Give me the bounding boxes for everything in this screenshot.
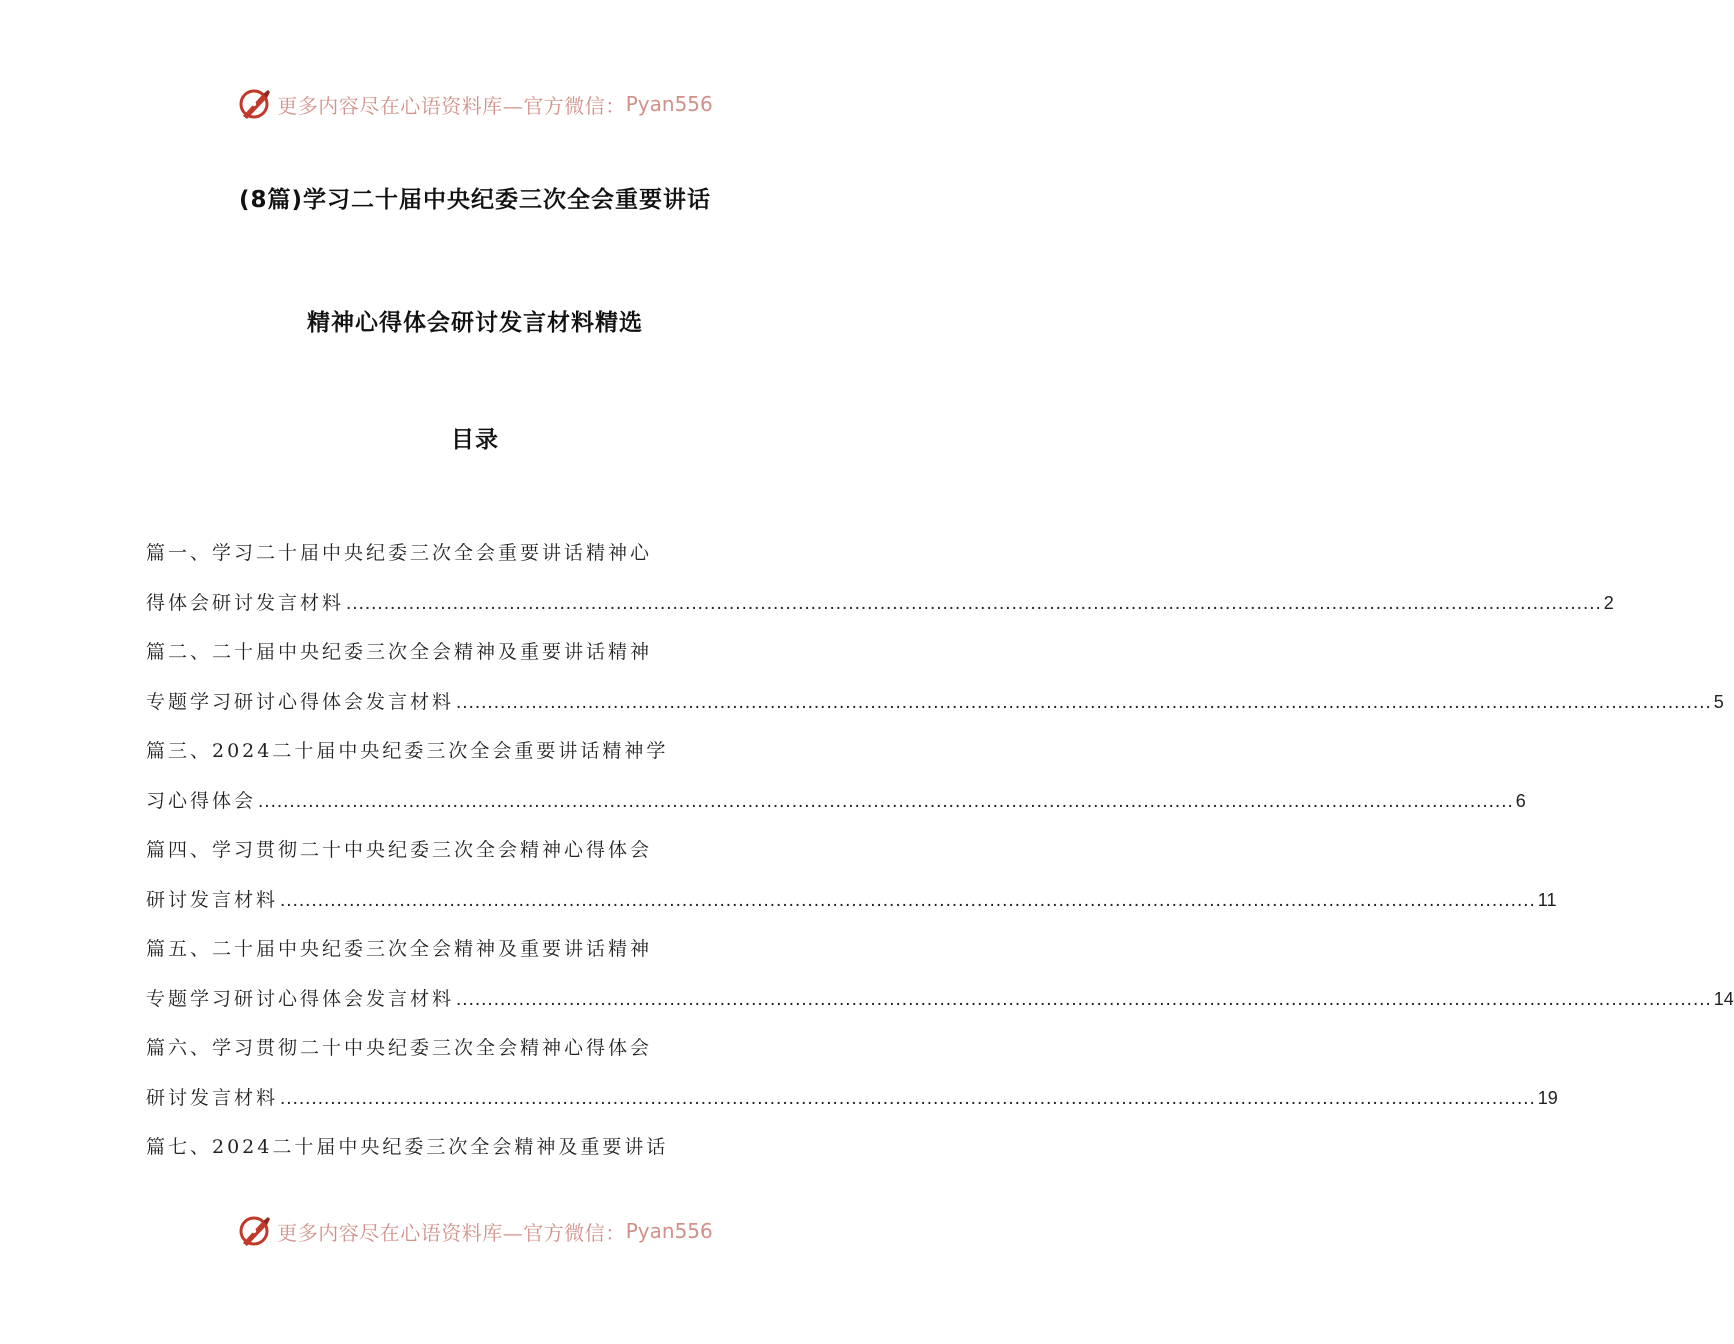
toc-entry-line1: 篇三、2024二十届中央纪委三次全会重要讲话精神学 [146, 740, 669, 762]
pen-nib-circle-logo-icon [237, 1213, 273, 1249]
toc-leader-dots: ........................................................................................................................................................................................................ [280, 889, 1536, 911]
banner-wechat-id: Pyan556 [625, 1219, 713, 1243]
toc-leader-dots: ........................................................................................................................................................................................................ [280, 1087, 1536, 1109]
toc-entry-title-end: 研讨发言材料 [146, 1086, 279, 1109]
toc-entry-title-end: 习心得体会 [146, 789, 257, 812]
toc-entry[interactable] [146, 1031, 1558, 1130]
toc-entry-line2 [146, 685, 1724, 735]
toc-entry[interactable] [146, 1130, 718, 1180]
toc-heading: 目录 [451, 427, 499, 453]
header-banner [0, 84, 950, 124]
toc-entry-title-end: 专题学习研讨心得体会发言材料 [146, 690, 455, 713]
toc-entry-line2 [146, 982, 1734, 1032]
toc-entry-title-end: 得体会研讨发言材料 [146, 591, 345, 614]
toc-entry-line2 [146, 1081, 1558, 1131]
footer-banner [0, 1211, 950, 1251]
toc-entry-line1: 篇四、学习贯彻二十中央纪委三次全会精神心得体会 [146, 839, 653, 861]
toc-page-number: 14 [1713, 988, 1734, 1009]
toc-entry-line1: 篇七、2024二十届中央纪委三次全会精神及重要讲话 [146, 1136, 669, 1158]
toc-page-number: 2 [1603, 592, 1614, 613]
toc-entry-line1: 篇六、学习贯彻二十中央纪委三次全会精神心得体会 [146, 1037, 653, 1059]
toc-entry[interactable] [146, 635, 1724, 734]
toc-entry[interactable] [146, 734, 1526, 833]
toc-leader-dots: ........................................................................................................................................................................................................ [258, 790, 1514, 812]
banner-wechat-id: Pyan556 [625, 92, 713, 116]
toc-entry-line1: 篇一、学习二十届中央纪委三次全会重要讲话精神心 [146, 542, 653, 564]
toc-entry[interactable] [146, 833, 1557, 932]
banner-text: 更多内容尽在心语资料库—官方微信： [277, 1220, 626, 1245]
toc-entry[interactable] [146, 932, 1734, 1031]
table-of-contents [146, 536, 1734, 1180]
toc-entry-title-end: 专题学习研讨心得体会发言材料 [146, 987, 455, 1010]
toc-entry-line2 [146, 883, 1557, 933]
toc-leader-dots: ........................................................................................................................................................................................................ [456, 691, 1712, 713]
doc-title-line1: (8篇)学习二十届中央纪委三次全会重要讲话 [238, 187, 712, 213]
toc-page-number: 11 [1537, 889, 1557, 910]
doc-title-line2: 精神心得体会研讨发言材料精选 [307, 310, 643, 336]
banner-text: 更多内容尽在心语资料库—官方微信： [277, 93, 626, 118]
toc-page-number: 5 [1713, 691, 1724, 712]
toc-entry-line2 [146, 586, 1614, 636]
pen-nib-circle-logo-icon [237, 86, 273, 122]
toc-leader-dots: ........................................................................................................................................................................................................ [346, 592, 1602, 614]
toc-page-number: 19 [1537, 1087, 1558, 1108]
toc-leader-dots: ........................................................................................................................................................................................................ [456, 988, 1712, 1010]
toc-page-number: 6 [1515, 790, 1526, 811]
toc-entry-line1: 篇五、二十届中央纪委三次全会精神及重要讲话精神 [146, 938, 653, 960]
toc-entry-line2 [146, 784, 1526, 834]
toc-entry[interactable] [146, 536, 1614, 635]
toc-entry-line1: 篇二、二十届中央纪委三次全会精神及重要讲话精神 [146, 641, 653, 663]
toc-entry-title-end: 研讨发言材料 [146, 888, 279, 911]
